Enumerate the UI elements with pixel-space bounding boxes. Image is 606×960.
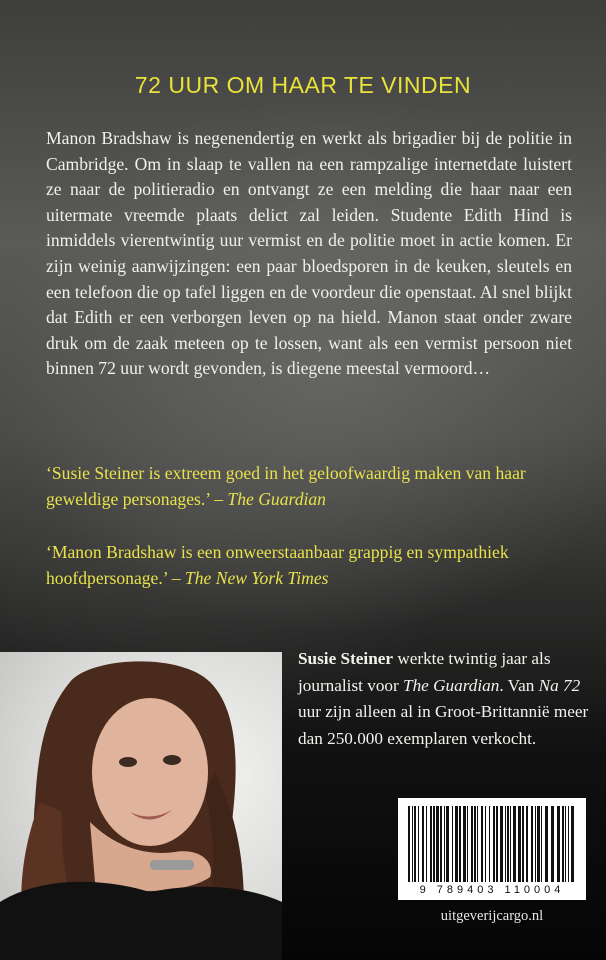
barcode-digits: 9 789403 110004 bbox=[419, 884, 565, 896]
blurb-text: Manon Bradshaw is negenendertig en werkt als brigadier bij de politie in Cambridge. Om in slaap te vallen na een rampzalige internetdate luistert ze naar de politieradio en ontvangt ze een melding die haar naar een uitermate vreemde plaats delict zal leiden. Studente Edith Hind is inmiddels vierentwintig uur vermist en de politie moet in actie komen. Er zijn weinig aanwijzingen: een paar bloedsporen in de keuken, sleutels en een telefoon die op tafel liggen en de voordeur die openstaat. Al snel blijkt dat Edith er een verborgen leven op na hield. Manon staat onder zware druk om de zaak meteen op te lossen, want als een vermist persoon niet binnen 72 uur wordt gevonden, is diegene meestal vermoord… bbox=[46, 128, 572, 379]
publisher-website: uitgeverijcargo.nl bbox=[440, 908, 544, 924]
bio-text-1: werkte twintig jaar als journalist voor bbox=[298, 649, 551, 695]
author-name: Susie Steiner bbox=[298, 649, 394, 668]
bio-text-3: uur zijn alleen al in Groot-Brittannië meer dan 250.000 exemplaren verkocht. bbox=[298, 702, 589, 748]
author-photo bbox=[0, 652, 282, 960]
review-quote-2-text: ‘Manon Bradshaw is een onweerstaanbaar grappig en sympathiek hoofdpersonage.’ – bbox=[46, 542, 509, 588]
headline: 72 UUR OM HAAR TE VINDEN bbox=[134, 72, 472, 98]
author-portrait-illustration bbox=[0, 652, 282, 960]
bio-book-title: Na 72 bbox=[538, 675, 581, 695]
bio-newspaper: The Guardian bbox=[403, 675, 500, 695]
barcode-icon bbox=[398, 798, 586, 884]
author-bio bbox=[298, 646, 598, 752]
review-quote-1-text: ‘Susie Steiner is extreem goed in het geloofwaardig maken van haar geweldige personages.’ – bbox=[46, 463, 526, 509]
review-quote-2-source: The New York Times bbox=[184, 567, 329, 588]
isbn-barcode bbox=[398, 798, 586, 900]
review-quote-1 bbox=[46, 461, 572, 512]
review-quote-2 bbox=[46, 540, 572, 591]
review-quote-1-source: The Guardian bbox=[227, 488, 326, 509]
bio-text-2: . Van bbox=[499, 675, 539, 695]
